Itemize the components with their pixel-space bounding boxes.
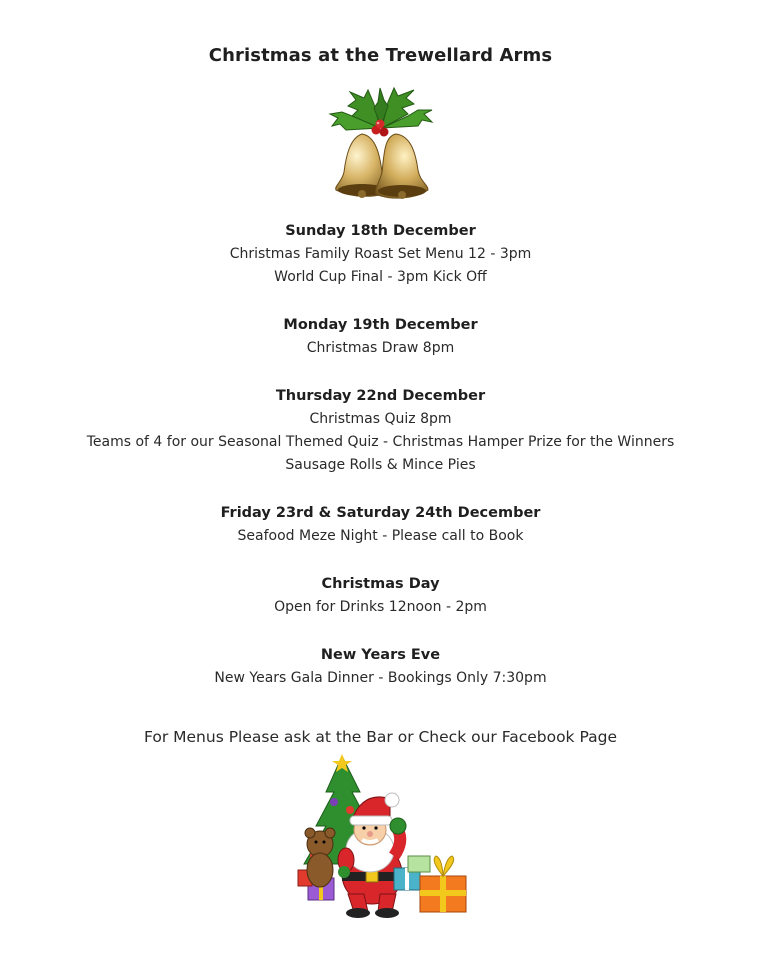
event-heading: Thursday 22nd December bbox=[275, 388, 486, 404]
event-heading: Friday 23rd & Saturday 24th December bbox=[220, 505, 541, 521]
event-friday-saturday bbox=[0, 502, 761, 548]
event-sunday bbox=[0, 220, 761, 289]
event-line: World Cup Final - 3pm Kick Off bbox=[274, 269, 487, 285]
santa-with-presents-icon bbox=[290, 752, 472, 918]
event-monday bbox=[0, 314, 761, 360]
event-line: Sausage Rolls & Mince Pies bbox=[285, 457, 476, 473]
event-line: Christmas Family Roast Set Menu 12 - 3pm bbox=[229, 246, 532, 262]
event-line: New Years Gala Dinner - Bookings Only 7:30pm bbox=[214, 670, 547, 686]
page-title: Christmas at the Trewellard Arms bbox=[208, 45, 553, 66]
event-heading: Sunday 18th December bbox=[285, 223, 476, 239]
event-thursday bbox=[0, 385, 761, 477]
event-line: Christmas Quiz 8pm bbox=[309, 411, 452, 427]
event-line: Teams of 4 for our Seasonal Themed Quiz - Christmas Hamper Prize for the Winners bbox=[86, 434, 675, 450]
event-christmas-day bbox=[0, 573, 761, 619]
christmas-bells-icon bbox=[322, 86, 440, 202]
events-list bbox=[0, 220, 761, 715]
event-line: Christmas Draw 8pm bbox=[306, 340, 455, 356]
event-heading: New Years Eve bbox=[320, 647, 441, 663]
event-line: Open for Drinks 12noon - 2pm bbox=[274, 599, 487, 615]
event-line: Seafood Meze Night - Please call to Book bbox=[237, 528, 524, 544]
event-new-years-eve bbox=[0, 644, 761, 690]
event-heading: Christmas Day bbox=[321, 576, 440, 592]
event-heading: Monday 19th December bbox=[283, 317, 478, 333]
footer-note: For Menus Please ask at the Bar or Check our Facebook Page bbox=[144, 728, 617, 746]
